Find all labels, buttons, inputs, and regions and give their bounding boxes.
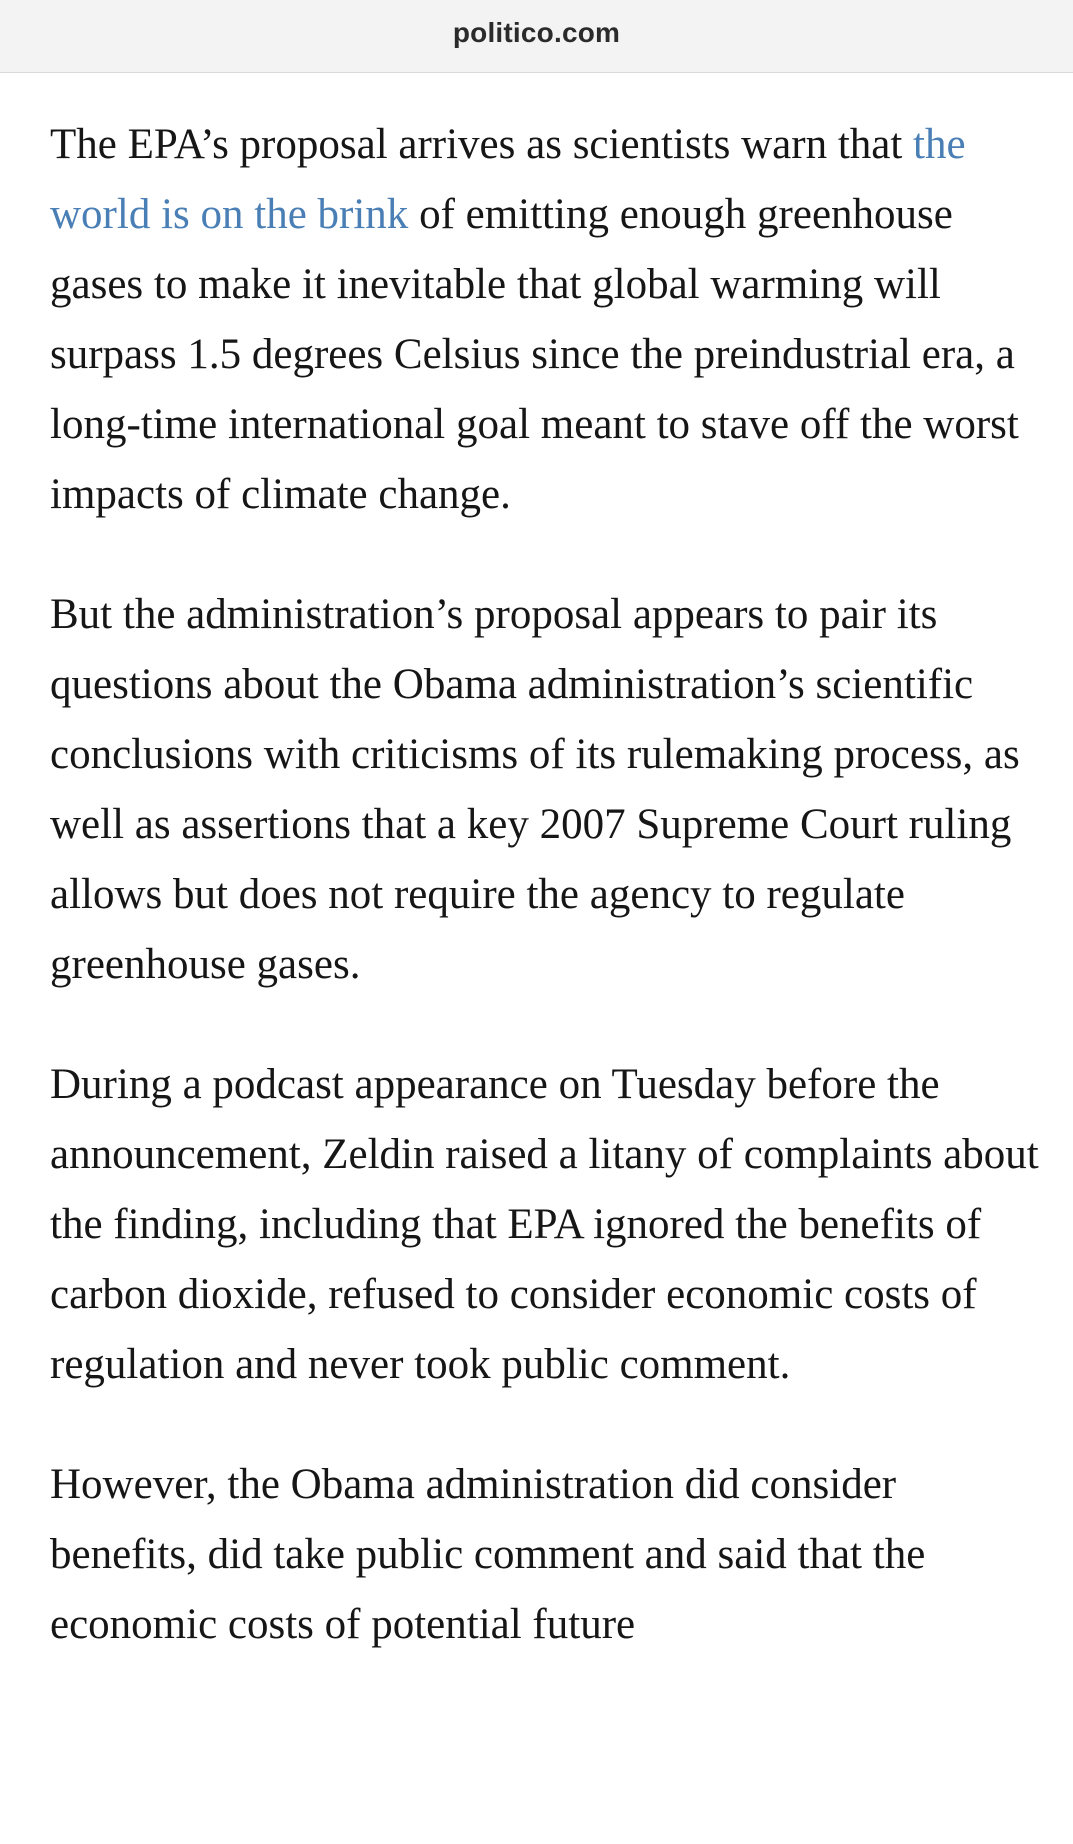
paragraph-1-text-start: The EPA’s proposal arrives as scientists warn that	[50, 121, 914, 168]
article-paragraph-4: However, the Obama administration did consider benefits, did take public comment and said that the economic costs of potential future	[50, 1461, 926, 1648]
article-body	[50, 110, 1040, 1710]
article-paragraph-2: But the administration’s proposal appears to pair its questions about the Obama administration’s scientific conclusions with criticisms of its rulemaking process, as well as assertions that a key 2007 Supreme Court ruling allows but does not require the agency to regulate greenhouse gases.	[50, 591, 1020, 988]
article-paragraph-1	[50, 110, 1040, 530]
world-on-brink-link[interactable]: the world is on the brink	[50, 121, 966, 238]
article-paragraph-3: During a podcast appearance on Tuesday before the announcement, Zeldin raised a litany of complaints about the finding, including that EPA ignored the benefits of carbon dioxide, refused to consider economic costs of regulation and never took public comment.	[50, 1061, 1039, 1388]
paragraph-1-text-end: of emitting enough greenhouse gases to make it inevitable that global warming will surpass 1.5 degrees Celsius since the preindustrial era, a long-time international goal meant to stave off the worst impacts of climate change.	[50, 191, 1019, 518]
browser-url-bar[interactable]	[0, 0, 1073, 73]
url-text[interactable]: politico.com	[452, 17, 621, 48]
